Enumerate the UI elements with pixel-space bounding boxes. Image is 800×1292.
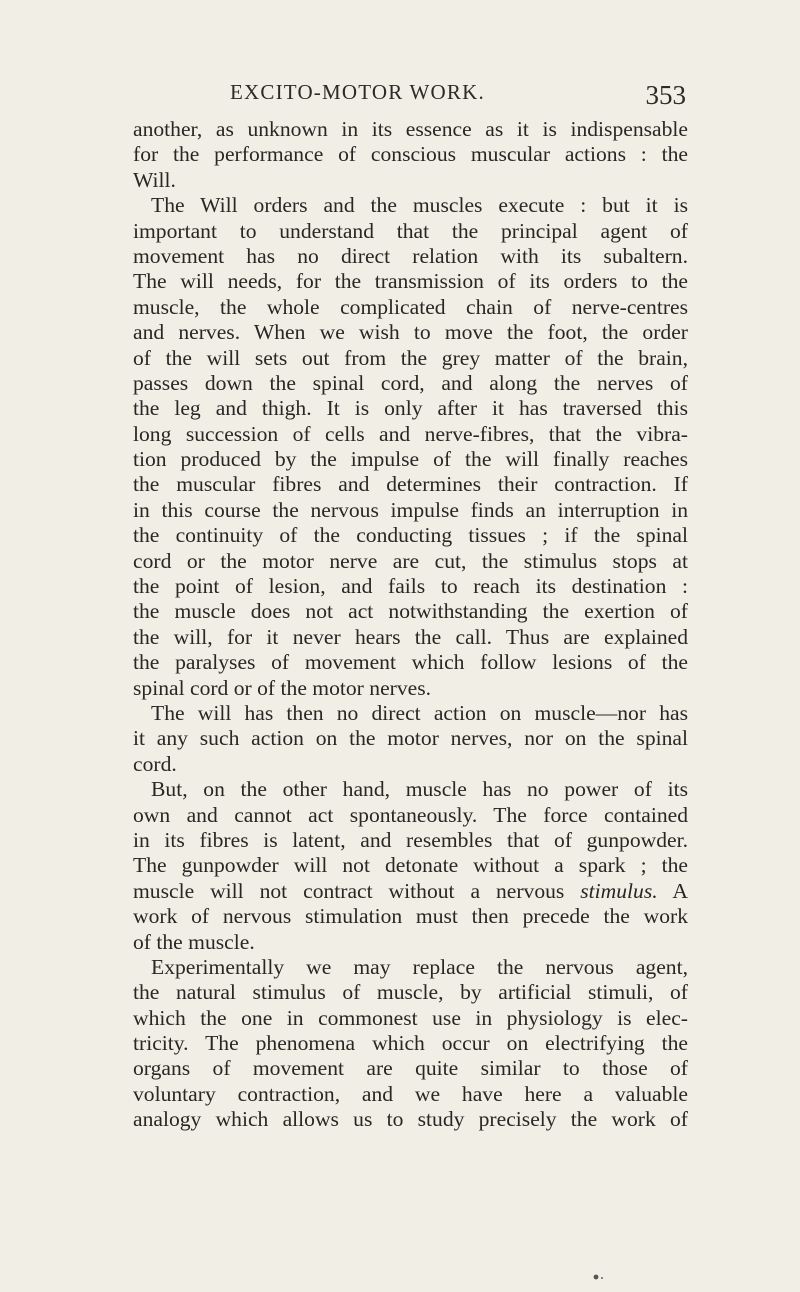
text-line: tricity. The phenomena which occur on electrifying the bbox=[133, 1031, 688, 1056]
text-segment: A bbox=[657, 878, 688, 903]
text-line: for the performance of conscious muscular actions : the bbox=[133, 142, 688, 167]
text-line: cord or the motor nerve are cut, the stimulus stops at bbox=[133, 548, 688, 573]
text-line: in this course the nervous impulse finds an interruption in bbox=[133, 497, 688, 522]
text-line: the muscle does not act notwithstanding the exertion of bbox=[133, 599, 688, 624]
paragraph-start-line: Experimentally we may replace the nervous agent, bbox=[151, 954, 688, 979]
text-line: long succession of cells and nerve-fibres, that the vibra- bbox=[133, 421, 688, 446]
text-line: analogy which allows us to study precisely the work of bbox=[133, 1107, 688, 1132]
text-line: the paralyses of movement which follow lesions of the bbox=[133, 650, 688, 675]
text-line: the leg and thigh. It is only after it has traversed this bbox=[133, 396, 688, 421]
text-line: the point of lesion, and fails to reach its destination : bbox=[133, 574, 688, 599]
text-line-with-italic bbox=[133, 879, 688, 904]
text-line: in its fibres is latent, and resembles that of gunpowder. bbox=[133, 827, 688, 852]
text-line: Will. bbox=[133, 167, 176, 192]
text-line: of the muscle. bbox=[133, 929, 255, 954]
ink-speck-mark bbox=[593, 1270, 605, 1282]
page-number: 353 bbox=[645, 80, 686, 110]
text-line: The will needs, for the transmission of its orders to the bbox=[133, 269, 688, 294]
text-line: it any such action on the motor nerves, nor on the spinal bbox=[133, 726, 688, 751]
text-line: muscle, the whole complicated chain of nerve-centres bbox=[133, 294, 688, 319]
text-line: own and cannot act spontaneously. The force contained bbox=[133, 802, 688, 827]
paragraph-start-line: The will has then no direct action on muscle—nor has bbox=[151, 700, 688, 725]
body-text bbox=[133, 117, 688, 1133]
text-line: the continuity of the conducting tissues ; if the spinal bbox=[133, 523, 688, 548]
text-line: of the will sets out from the grey matter of the brain, bbox=[133, 345, 688, 370]
text-line: spinal cord or of the motor nerves. bbox=[133, 675, 432, 700]
text-line: the natural stimulus of muscle, by artificial stimuli, of bbox=[133, 980, 688, 1005]
running-title: EXCITO-MOTOR WORK. bbox=[230, 80, 485, 104]
text-line: another, as unknown in its essence as it is indispensable bbox=[133, 117, 688, 141]
text-line: The gunpowder will not detonate without a spark ; the bbox=[133, 853, 688, 878]
text-line: important to understand that the principal agent of bbox=[133, 218, 688, 243]
text-line: work of nervous stimulation must then precede the work bbox=[133, 904, 688, 929]
running-header bbox=[133, 80, 688, 114]
paragraph-start-line: The Will orders and the muscles execute : but it is bbox=[151, 193, 688, 218]
paragraph-start-line: But, on the other hand, muscle has no power of its bbox=[151, 777, 688, 802]
text-line: the will, for it never hears the call. Thus are explained bbox=[133, 624, 688, 649]
text-line: movement has no direct relation with its subaltern. bbox=[133, 243, 688, 268]
text-line: passes down the spinal cord, and along the nerves of bbox=[133, 370, 688, 395]
text-line: organs of movement are quite similar to those of bbox=[133, 1056, 688, 1081]
text-line: the muscular fibres and determines their contraction. If bbox=[133, 472, 688, 497]
italic-term: stimulus. bbox=[580, 878, 658, 903]
text-line: tion produced by the impulse of the will finally reaches bbox=[133, 447, 688, 472]
text-segment: muscle will not contract without a nervous bbox=[133, 878, 581, 903]
text-line: which the one in commonest use in physiology is elec- bbox=[133, 1005, 688, 1030]
text-line: cord. bbox=[133, 751, 177, 776]
text-line: voluntary contraction, and we have here a valuable bbox=[133, 1081, 688, 1106]
text-line: and nerves. When we wish to move the foot, the order bbox=[133, 320, 688, 345]
